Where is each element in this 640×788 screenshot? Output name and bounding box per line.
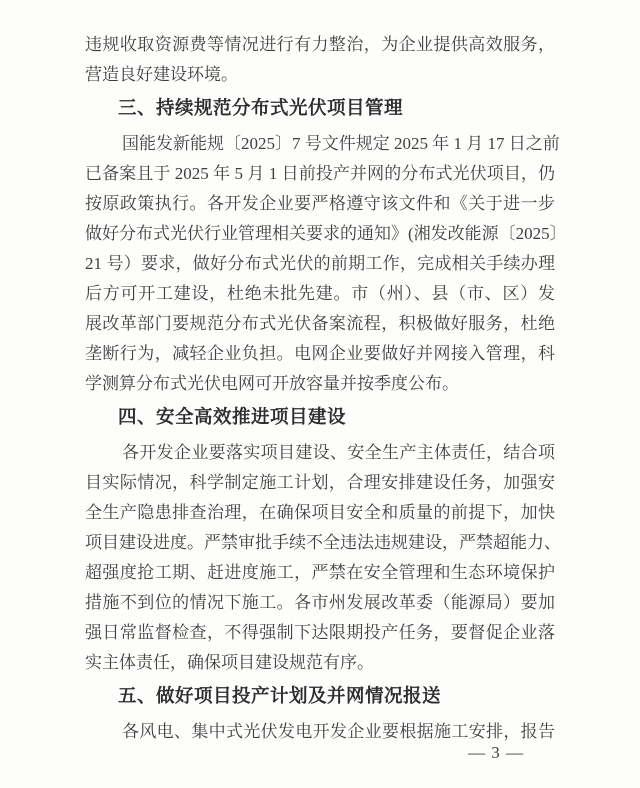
- text-line: 营造良好建设环境。: [85, 65, 238, 84]
- text-line: 违规收取资源费等情况进行有力整治，为企业提供高效服务，: [85, 35, 555, 54]
- text-line: 全生产隐患排查治理，在确保项目安全和质量的前提下，加快: [85, 503, 555, 522]
- text-line: 超强度抢工期、赶进度施工，严禁在安全管理和生态环境保护: [85, 563, 555, 582]
- paragraph-section-four: [85, 438, 561, 678]
- section-heading-five: 五、做好项目投产计划及并网情况报送: [118, 685, 442, 706]
- text-line: 目实际情况，科学制定施工计划，合理安排建设任务，加强安: [85, 473, 555, 492]
- text-line: 按原政策执行。各开发企业要严格遵守该文件和《关于进一步: [85, 194, 555, 213]
- text-line: 实主体责任，确保项目建设规范有序。: [85, 653, 374, 672]
- section-heading-three: 三、持续规范分布式光伏项目管理: [118, 97, 404, 118]
- text-line: 强日常监督检查，不得强制下达限期投产任务，要督促企业落: [85, 623, 555, 642]
- paragraph-continuation: [85, 30, 555, 90]
- text-line: 后方可开工建设，杜绝未批先建。市（州）、县（市、区）发: [85, 284, 555, 303]
- text-line: 21 号）要求，做好分布式光伏的前期工作，完成相关手续办理: [85, 254, 555, 273]
- text-line: 做好分布式光伏行业管理相关要求的通知》(湘发改能源〔2025〕: [85, 224, 567, 243]
- text-line: 各开发企业要落实项目建设、安全生产主体责任，结合项: [122, 443, 555, 462]
- section-heading-four: 四、安全高效推进项目建设: [118, 406, 347, 427]
- page-number: — 3 —: [468, 743, 524, 762]
- text-line: 各风电、集中式光伏发电开发企业要根据施工安排，报告: [122, 722, 555, 741]
- text-line: 展改革部门要规范分布式光伏备案流程，积极做好服务，杜绝: [85, 314, 555, 333]
- text-line: 国能发新能规〔2025〕7 号文件规定 2025 年 1 月 17 日之前: [122, 134, 560, 153]
- paragraph-section-three: [85, 129, 567, 399]
- text-line: 已备案且于 2025 年 5 月 1 日前投产并网的分布式光伏项目，仍: [85, 164, 555, 183]
- text-line: 学测算分布式光伏电网可开放容量并按季度公布。: [85, 374, 459, 393]
- text-line: 措施不到位的情况下施工。各市州发展改革委（能源局）要加: [85, 593, 555, 612]
- text-line: 垄断行为，减轻企业负担。电网企业要做好并网接入管理，科: [85, 344, 555, 363]
- text-line: 项目建设进度。严禁审批手续不全违法违规建设，严禁超能力、: [85, 533, 561, 552]
